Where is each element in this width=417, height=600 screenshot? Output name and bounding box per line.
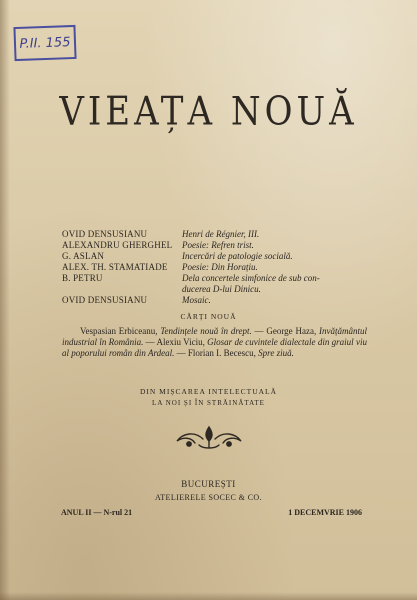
contents-row [62, 262, 367, 273]
books-heading: CĂRȚI NOUĂ [180, 312, 237, 321]
contents-author: OVID DENSUSIANU [62, 295, 148, 305]
contents-work: Poesie: Refren trist. [182, 240, 254, 250]
issue-number: ANUL II — N-rul 21 [61, 508, 133, 517]
book-entry: — Florian I. Becescu, [174, 348, 259, 358]
contents-work: Poesie: Din Horațiu. [182, 262, 258, 272]
book-title: Spre ziuă. [258, 348, 294, 358]
library-stamp [13, 25, 76, 61]
movement-heading: DIN MIȘCAREA INTELECTUALĂ [139, 387, 278, 396]
contents-work: Incercări de patologie socială. [182, 251, 293, 261]
book-entry: — Alexiu Viciu, [143, 337, 208, 347]
contents-author: OVID DENSUSIANU [62, 229, 148, 239]
page-edge-shadow-bottom [0, 592, 417, 600]
book-title: Glosar de cuvintele dialectale din graiul viu al poporului român din Ardeal. [62, 337, 367, 358]
contents-row [62, 229, 367, 240]
contents-work: Mosaic. [182, 295, 211, 305]
table-of-contents [62, 229, 367, 306]
movement-subheading: LA NOI ȘI ÎN STRĂINĂTATE [152, 399, 265, 407]
publisher: ATELIERELE SOCEC & CO. [154, 493, 263, 502]
book-entry: — George Haza, [251, 326, 319, 336]
issue-date: 1 DECEMVRIE 1906 [288, 508, 362, 517]
publication-city: BUCUREȘTI [181, 479, 236, 489]
stamp-text: P.II. 155 [19, 34, 71, 52]
contents-author: G. ASLAN [62, 251, 105, 261]
book-title: Invățământul industrial în România. [62, 326, 367, 347]
contents-row [62, 295, 367, 306]
book-title: Tendințele nouă în drept. [160, 326, 252, 336]
contents-row [62, 240, 367, 251]
fleuron-ornament-icon [169, 423, 249, 451]
journal-title: VIEAȚA NOUĂ [59, 89, 358, 135]
contents-row [62, 273, 367, 284]
contents-author: ALEXANDRU GHERGHEL [62, 240, 173, 250]
books-list [62, 326, 367, 359]
contents-author: ALEX. TH. STAMATIADE [62, 262, 168, 272]
contents-row [62, 284, 367, 295]
contents-author: B. PETRU [62, 273, 103, 283]
contents-work: Dela concertele simfonice de sub con- [182, 273, 320, 283]
contents-work: Henri de Régnier, III. [182, 229, 260, 239]
book-entry: Vespasian Erbiceanu, [80, 326, 161, 336]
contents-work: ducerea D-lui Dinicu. [182, 284, 261, 294]
contents-row [62, 251, 367, 262]
contents-author [62, 284, 182, 295]
